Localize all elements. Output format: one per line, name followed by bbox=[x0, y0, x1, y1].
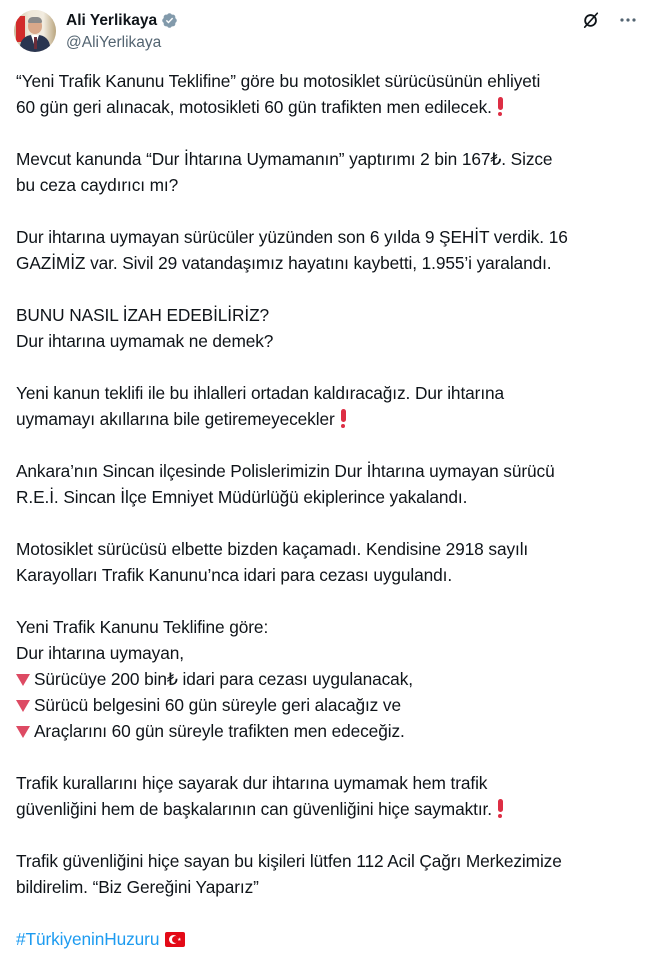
text-line: Motosiklet sürücüsü elbette bizden kaçamadı. Kendisine 2918 sayılı bbox=[16, 539, 529, 559]
text-line bbox=[16, 406, 636, 432]
red-triangle-down-icon bbox=[16, 726, 30, 738]
text-line: GAZİMİZ var. Sivil 29 vatandaşımız hayatını kaybetti, 1.955’i yaralandı. bbox=[16, 253, 552, 273]
hashtag-line bbox=[16, 926, 636, 952]
author-name[interactable]: Ali Yerlikaya bbox=[66, 11, 158, 29]
tweet-header bbox=[14, 10, 178, 52]
text-line: Yeni kanun teklifi ile bu ihlalleri ortadan kaldıracağız. Dur ihtarına bbox=[16, 383, 505, 403]
text-line: “Yeni Trafik Kanunu Teklifine” göre bu motosiklet sürücüsünün ehliyeti bbox=[16, 71, 541, 91]
bullet-text: Sürücüye 200 bin₺ idari para cezası uygulanacak, bbox=[34, 669, 413, 689]
text-line: Dur ihtarına uymayan, bbox=[16, 643, 184, 663]
text-line: bu ceza caydırıcı mı? bbox=[16, 175, 179, 195]
text-line: bildirelim. “Biz Gereğini Yaparız” bbox=[16, 877, 259, 897]
author-info bbox=[66, 12, 178, 51]
text-line bbox=[16, 796, 636, 822]
text-line: Trafik kurallarını hiçe sayarak dur ihtarına uymamak hem trafik bbox=[16, 773, 488, 793]
text-line: Mevcut kanunda “Dur İhtarına Uymamanın” yaptırımı 2 bin 167₺. Sizce bbox=[16, 149, 553, 169]
bullet-line bbox=[16, 718, 636, 744]
bullet-line bbox=[16, 692, 636, 718]
tweet-text bbox=[16, 68, 636, 952]
bullet-line bbox=[16, 666, 636, 692]
text-line bbox=[16, 94, 636, 120]
header-actions bbox=[582, 10, 638, 30]
red-triangle-down-icon bbox=[16, 700, 30, 712]
more-options-icon[interactable] bbox=[618, 10, 638, 30]
bullet-text: Araçlarını 60 gün süreyle trafikten men edeceğiz. bbox=[34, 721, 405, 741]
text-span: 60 gün geri alınacak, motosikleti 60 gün trafikten men edilecek. bbox=[16, 97, 492, 117]
author-handle[interactable]: @AliYerlikaya bbox=[66, 33, 162, 51]
text-span: uymamayı akıllarına bile getiremeyecekler bbox=[16, 409, 335, 429]
bullet-text: Sürücü belgesini 60 gün süreyle geri alacağız ve bbox=[34, 695, 401, 715]
text-line: BUNU NASIL İZAH EDEBİLİRİZ? bbox=[16, 305, 270, 325]
text-line: Karayolları Trafik Kanunu’nca idari para cezası uygulandı. bbox=[16, 565, 453, 585]
grok-icon[interactable] bbox=[582, 11, 600, 29]
text-line: Yeni Trafik Kanunu Teklifine göre: bbox=[16, 617, 269, 637]
text-span: güvenliğini hem de başkalarının can güvenliğini hiçe saymaktır. bbox=[16, 799, 492, 819]
text-line: R.E.İ. Sincan İlçe Emniyet Müdürlüğü ekiplerince yakalandı. bbox=[16, 487, 468, 507]
text-line: Ankara’nın Sincan ilçesinde Polislerimizin Dur İhtarına uymayan sürücü bbox=[16, 461, 555, 481]
red-exclamation-icon bbox=[498, 97, 503, 116]
avatar[interactable] bbox=[14, 10, 56, 52]
turkey-flag-icon bbox=[165, 932, 185, 947]
text-line: Dur ihtarına uymamak ne demek? bbox=[16, 331, 274, 351]
text-line: Dur ihtarına uymayan sürücüler yüzünden son 6 yılda 9 ŞEHİT verdik. 16 bbox=[16, 227, 568, 247]
verified-badge-icon[interactable] bbox=[161, 12, 178, 29]
red-exclamation-icon bbox=[498, 799, 503, 818]
text-line: Trafik güvenliğini hiçe sayan bu kişileri lütfen 112 Acil Çağrı Merkezimize bbox=[16, 851, 562, 871]
red-triangle-down-icon bbox=[16, 674, 30, 686]
hashtag-link[interactable]: #TürkiyeninHuzuru bbox=[16, 929, 160, 949]
red-exclamation-icon bbox=[341, 409, 346, 428]
